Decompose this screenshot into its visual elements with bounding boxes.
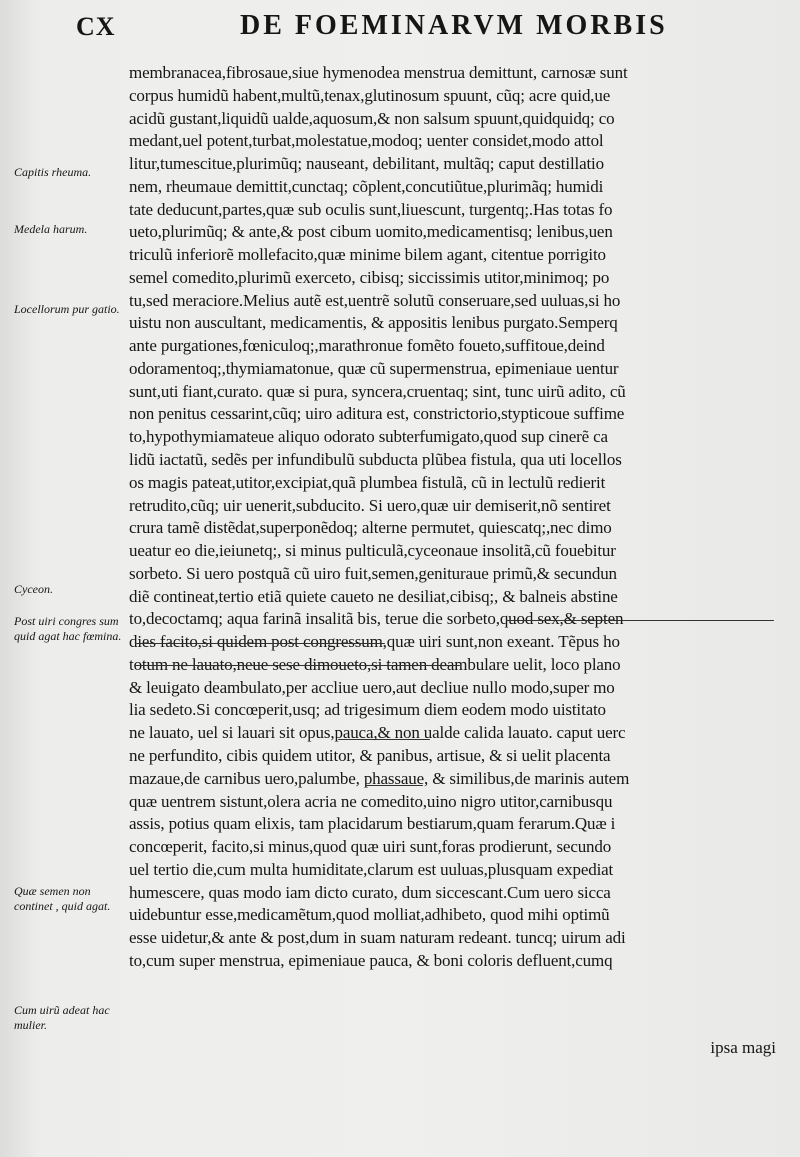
text-line: quæ uentrem sistunt,olera acria ne comedito,uino nigro utitor,carnibusqu bbox=[129, 791, 613, 811]
text-line: sunt,uti fiant,curato. quæ si pura, syncera,cruentaq; sint, tunc uirũ adito, cũ bbox=[129, 381, 626, 401]
text-line: ueto,plurimũq; & ante,& post cibum uomito,medicamentisq; lenibus,uen bbox=[129, 222, 613, 242]
text-line: corpus humidũ habent,multũ,tenax,glutinosum spuunt, cũq; acre quid,ue bbox=[129, 85, 611, 105]
margin-note-semen: Quæ semen non continet , quid agat. bbox=[14, 884, 111, 913]
text-line: crura tamẽ distẽdat,superponẽdoq; alterne permutet, quiescatq;,nec dimo bbox=[129, 518, 612, 538]
text-line: ueatur eo die,ieiunetq;, si minus pulticulã,cyceonaue insolitã,cũ fouebitur bbox=[129, 541, 616, 561]
text-line: dies facito,si quidem post congressum,quæ uiri sunt,non exeant. Tẽpus ho bbox=[129, 632, 620, 652]
text-line: to,cum super menstrua, epimeniaue pauca, & boni coloris defluent,cumq bbox=[129, 950, 613, 970]
text-line: diẽ contineat,tertio etiã quiete caueto ne desiliat,cibisq;, & balneis abstine bbox=[129, 586, 618, 606]
folio-number: CX bbox=[76, 12, 116, 41]
running-title: DE FOEMINARVM MORBIS bbox=[240, 10, 668, 41]
ink-underline bbox=[365, 785, 423, 786]
text-line: assis, potius quam elixis, tam placidarum bestiarum,quam ferarum.Quæ i bbox=[129, 814, 616, 834]
text-line: triculũ inferiorẽ mollefacito,quæ minime bilem agant, citentue porrigito bbox=[129, 245, 606, 265]
margin-note-post-uiri: Post uiri congres sum quid agat hac fœmina. bbox=[14, 614, 122, 643]
text-line: retrudito,cũq; uir uenerit,subducito. Si uero,quæ uir demiserit,nõ sentiret bbox=[129, 495, 611, 515]
margin-note-cum-uiru: Cum uirũ adeat hac mulier. bbox=[14, 1003, 110, 1032]
text-line: uidebuntur esse,medicamẽtum,quod molliat,adhibeto, quod mihi optimũ bbox=[129, 905, 610, 925]
text-line: os magis pateat,utitor,excipiat,quã plumbea fistulã, cũ in lectulũ redierit bbox=[129, 472, 606, 492]
text-line: nem, rheumaue demittit,cunctaq; cõplent,concutiũtue,plurimãq; humidi bbox=[129, 176, 604, 196]
text-line: non penitus cessarint,cũq; uiro aditura est, constrictorio,stypticoue suffime bbox=[129, 404, 625, 424]
text-line: concœperit, facito,si minus,quod quæ uiri sunt,foras prodierunt, secundo bbox=[129, 837, 612, 857]
text-line: odoramentoq;,thymiamatonue, quæ cũ supermenstrua, epimeniaue uentur bbox=[129, 358, 619, 378]
text-line: uistu non auscultant, medicamentis, & appositis lenibus purgato.Semperq bbox=[129, 313, 618, 333]
text-line: humescere, quas modo iam dicto curato, dum siccescant.Cum uero sicca bbox=[129, 882, 611, 902]
text-line: ne perfundito, cibis quidem utitor, & panibus, artisue, & si uelit placenta bbox=[129, 745, 611, 765]
text-line: ne lauato, uel si lauari sit opus,pauca,& non ualde calida lauato. caput uerc bbox=[129, 723, 626, 743]
catchword: ipsa magi bbox=[710, 1038, 776, 1057]
text-line: & leuigato deambulato,per accliue uero,aut decliue nullo modo,super mo bbox=[129, 677, 615, 697]
text-line: semel comedito,plurimũ exerceto, cibisq; siccissimis utitor,minimoq; po bbox=[129, 267, 610, 287]
text-line: ante purgationes,fœniculoq;,marathronue fomẽto foueto,suffitoue,deind bbox=[129, 336, 605, 356]
text-line: lidũ iactatũ, sedẽs per infundibulũ subducta plũbea fistula, qua uti locellos bbox=[129, 450, 622, 470]
margin-note-capitis: Capitis rheuma. bbox=[14, 165, 92, 179]
text-line: tate deducunt,partes,quæ sub oculis sunt,liuescunt, turgentq;.Has totas fo bbox=[129, 199, 613, 219]
ink-underline bbox=[135, 665, 460, 666]
text-line: lia sedeto.Si concœperit,usq; ad trigesimum diem eodem modo uistitato bbox=[129, 700, 606, 720]
text-line: litur,tumescitue,plurimũq; nauseant, debilitant, multãq; caput destillatio bbox=[129, 154, 604, 174]
text-line: esse uidetur,& ante & post,dum in suam naturam redeant. tuncq; uirum adi bbox=[129, 928, 626, 948]
ink-underline bbox=[135, 643, 385, 644]
text-line: membranacea,fibrosaue,siue hymenodea menstrua demittunt, carnosæ sunt bbox=[129, 63, 628, 82]
margin-note-cyceon: Cyceon. bbox=[14, 582, 53, 596]
margin-note-locellorum: Locellorum pur gatio. bbox=[14, 302, 120, 316]
ink-underline bbox=[338, 739, 430, 740]
show-through-mark bbox=[6, 190, 9, 202]
margin-note-medela: Medela harum. bbox=[14, 222, 88, 236]
text-line: mazaue,de carnibus uero,palumbe, phassaue, & similibus,de marinis autem bbox=[129, 768, 630, 788]
ink-underline bbox=[506, 620, 774, 621]
text-line: to,decoctamq; aqua farinã insalitã bis, terue die sorbeto,quod sex,& septen bbox=[129, 609, 624, 629]
text-line: tu,sed meraciore.Melius autẽ est,uentrẽ solutũ conseruare,sed uuluas,si ho bbox=[129, 290, 621, 310]
text-line: medant,uel potent,turbat,molestatue,modoq; uenter considet,modo attol bbox=[129, 131, 604, 151]
main-text-block bbox=[129, 62, 780, 973]
text-line: uel tertio die,cum multa humiditate,clarum est uuluas,plusquam expediat bbox=[129, 859, 614, 879]
text-line: sorbeto. Si uero postquã cũ uiro fuit,semen,genituraue primũ,& secundun bbox=[129, 563, 617, 583]
text-line: to,hypothymiamateue aliquo odorato subterfumigato,quod sup cinerẽ ca bbox=[129, 427, 608, 447]
text-line: totum ne lauato,neue sese dimoueto,si tamen deambulare uelit, loco plano bbox=[129, 654, 621, 674]
text-line: acidũ gustant,liquidũ ualde,aquosum,& non salsum spuunt,quidquidq; co bbox=[129, 108, 615, 128]
